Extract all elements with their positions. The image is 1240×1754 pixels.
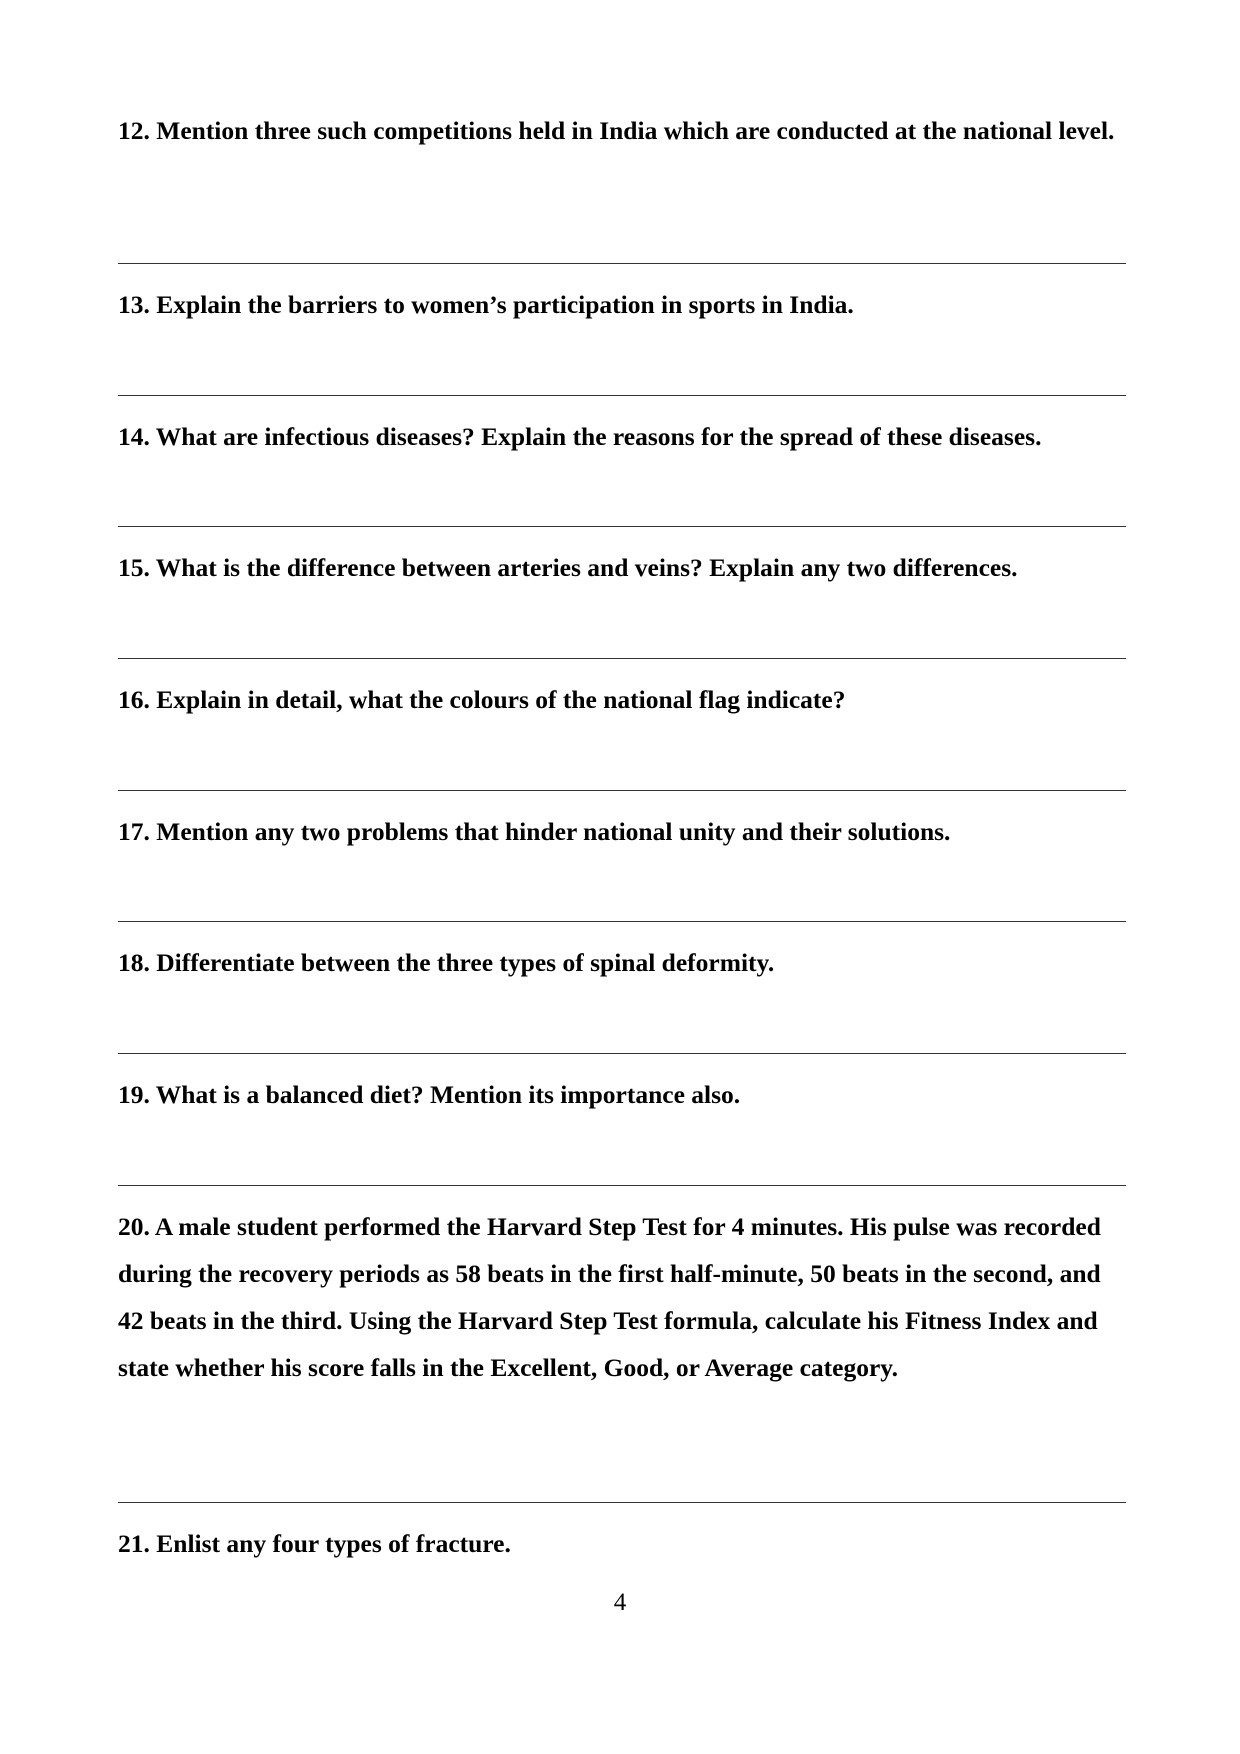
question-number: 21. bbox=[118, 1529, 150, 1558]
question-20 bbox=[118, 1203, 1128, 1391]
question-text: What is a balanced diet? Mention its importance also. bbox=[155, 1080, 741, 1109]
question-19 bbox=[118, 1071, 1128, 1118]
answer-line bbox=[118, 1502, 1126, 1503]
question-16 bbox=[118, 676, 1128, 723]
question-number: 14. bbox=[118, 422, 150, 451]
answer-line bbox=[118, 263, 1126, 264]
question-text: Differentiate between the three types of spinal deformity. bbox=[156, 948, 775, 977]
question-text: What are infectious diseases? Explain the reasons for the spread of these diseases. bbox=[155, 422, 1042, 451]
question-15 bbox=[118, 544, 1128, 591]
answer-line bbox=[118, 790, 1126, 791]
question-text: Explain in detail, what the colours of the national flag indicate? bbox=[156, 685, 846, 714]
question-number: 19. bbox=[118, 1080, 150, 1109]
answer-line bbox=[118, 921, 1126, 922]
question-number: 18. bbox=[118, 948, 150, 977]
question-number: 16. bbox=[118, 685, 150, 714]
question-text: Mention any two problems that hinder national unity and their solutions. bbox=[156, 817, 951, 846]
question-number: 20. bbox=[118, 1212, 150, 1241]
question-text: What is the difference between arteries and veins? Explain any two differences. bbox=[155, 553, 1018, 582]
page-number: 4 bbox=[613, 1589, 627, 1616]
question-21 bbox=[118, 1520, 1128, 1567]
question-number: 15. bbox=[118, 553, 150, 582]
question-text: A male student performed the Harvard Step Test for 4 minutes. His pulse was recorded during the recovery periods as 58 beats in the first half-minute, 50 beats in the second, and 42 beats in the third. Using the Harvard Step Test formula, calculate his Fitness Index and state whether his score falls in the Excellent, Good, or Average category. bbox=[118, 1212, 1101, 1382]
question-number: 12. bbox=[118, 116, 150, 145]
question-number: 17. bbox=[118, 817, 150, 846]
question-number: 13. bbox=[118, 290, 150, 319]
answer-line bbox=[118, 658, 1126, 659]
question-13 bbox=[118, 281, 1128, 328]
question-text: Mention three such competitions held in India which are conducted at the national level. bbox=[156, 116, 1115, 145]
question-14 bbox=[118, 413, 1128, 460]
question-17 bbox=[118, 808, 1128, 855]
question-18 bbox=[118, 939, 1128, 986]
question-text: Explain the barriers to women’s participation in sports in India. bbox=[156, 290, 854, 319]
answer-line bbox=[118, 1185, 1126, 1186]
question-text: Enlist any four types of fracture. bbox=[156, 1529, 511, 1558]
answer-line bbox=[118, 395, 1126, 396]
answer-line bbox=[118, 1053, 1126, 1054]
question-12 bbox=[118, 107, 1128, 154]
answer-line bbox=[118, 526, 1126, 527]
